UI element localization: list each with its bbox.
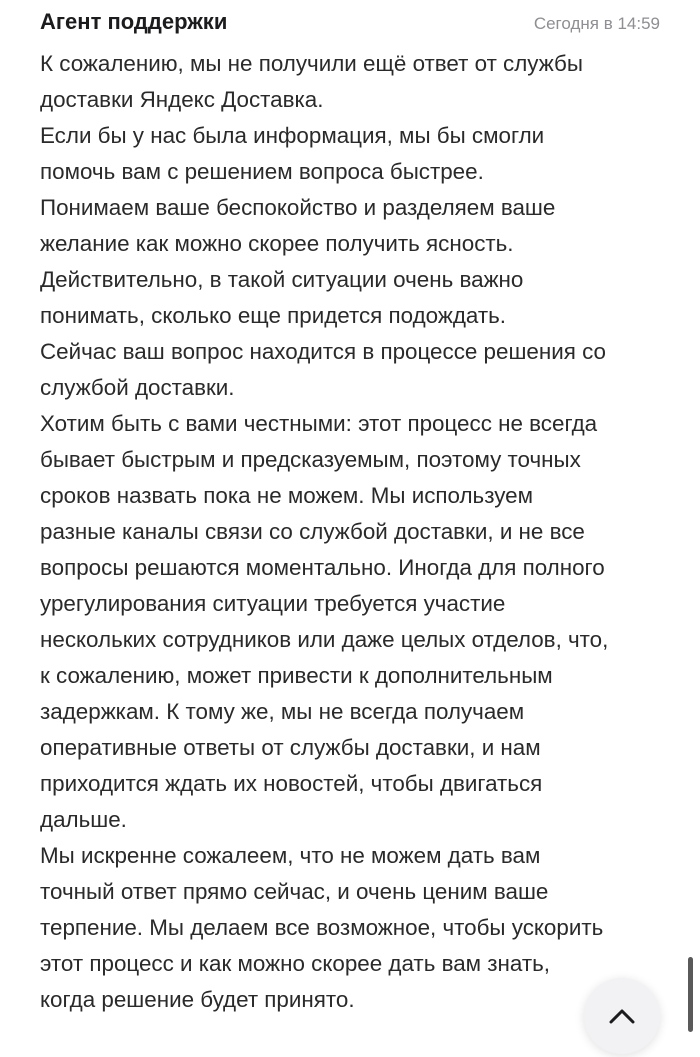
message-body — [40, 46, 665, 1018]
message-line: бывает быстрым и предсказуемым, поэтому точных — [40, 447, 581, 472]
message-line: к сожалению, может привести к дополнительным — [40, 663, 553, 688]
message-line: Если бы у нас была информация, мы бы смогли — [40, 123, 545, 148]
message-line: когда решение будет принято. — [40, 987, 355, 1012]
message-header — [40, 8, 660, 38]
message-time: Сегодня в 14:59 — [533, 14, 660, 33]
message-line: службой доставки. — [40, 375, 235, 400]
message-line: Понимаем ваше беспокойство и разделяем ваше — [40, 195, 556, 220]
scrollbar-thumb[interactable] — [688, 957, 693, 1032]
message-line: этот процесс и как можно скорее дать вам знать, — [40, 951, 551, 976]
message-line: К сожалению, мы не получили ещё ответ от службы — [40, 51, 583, 76]
scroll-to-top-button[interactable] — [584, 978, 660, 1054]
message-line: точный ответ прямо сейчас, и очень ценим ваше — [40, 879, 549, 904]
message-line: Сейчас ваш вопрос находится в процессе решения со — [40, 339, 606, 364]
message-line: разные каналы связи со службой доставки, и не все — [40, 519, 585, 544]
message-line: нескольких сотрудников или даже целых отделов, что, — [40, 627, 609, 652]
message-line: помочь вам с решением вопроса быстрее. — [40, 159, 484, 184]
message-line: сроков назвать пока не можем. Мы используем — [40, 483, 534, 508]
message-line: задержкам. К тому же, мы не всегда получаем — [40, 699, 525, 724]
message-line: дальше. — [40, 807, 127, 832]
message-line: Хотим быть с вами честными: этот процесс не всегда — [40, 411, 598, 436]
chevron-up-icon — [609, 1008, 635, 1024]
message-line: Действительно, в такой ситуации очень важно — [40, 267, 524, 292]
message-line: приходится ждать их новостей, чтобы двигаться — [40, 771, 543, 796]
sender-name: Агент поддержки — [40, 9, 228, 34]
message-line: желание как можно скорее получить ясность. — [40, 231, 514, 256]
message-line: вопросы решаются моментально. Иногда для полного — [40, 555, 605, 580]
message-line: оперативные ответы от службы доставки, и нам — [40, 735, 541, 760]
message-line: урегулирования ситуации требуется участие — [40, 591, 506, 616]
message-line: понимать, сколько еще придется подождать. — [40, 303, 507, 328]
message-line: доставки Яндекс Доставка. — [40, 87, 324, 112]
message-line: Мы искренне сожалеем, что не можем дать вам — [40, 843, 541, 868]
message-line: терпение. Мы делаем все возможное, чтобы ускорить — [40, 915, 604, 940]
